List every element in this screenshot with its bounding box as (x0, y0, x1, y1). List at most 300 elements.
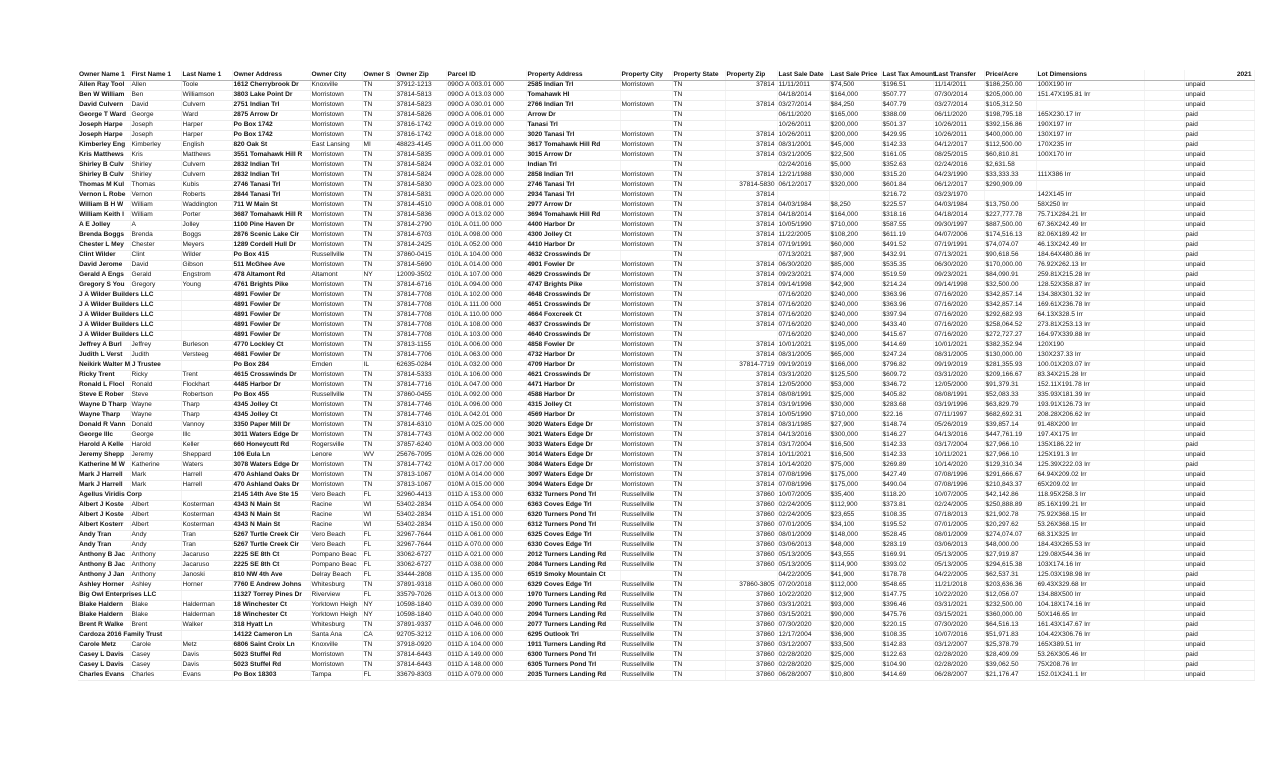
table-cell[interactable] (181, 311, 232, 321)
table-cell[interactable]: 05/13/2005 (933, 561, 984, 571)
table-cell[interactable]: Russellville (620, 601, 672, 611)
table-cell[interactable]: 2746 Tanasi Trl (232, 181, 310, 191)
table-cell[interactable]: 010L A 092.00 000 (446, 391, 526, 401)
table-cell[interactable]: Mark J Harrell (78, 471, 130, 481)
table-cell[interactable]: Neikirk Walter M J Trustee (78, 361, 130, 371)
table-cell[interactable]: $272,727.27 (984, 331, 1036, 341)
table-cell[interactable]: 04/03/1984 (777, 201, 829, 211)
table-row[interactable] (78, 261, 1254, 271)
table-cell[interactable]: William (130, 201, 181, 211)
table-cell[interactable]: 010L A 047.00 000 (446, 381, 526, 391)
table-cell[interactable]: Morristown (620, 411, 672, 421)
table-cell[interactable] (1144, 261, 1184, 271)
table-row[interactable] (78, 311, 1254, 321)
table-cell[interactable] (1144, 531, 1184, 541)
table-cell[interactable]: 104.18X174.16 Irr (1036, 601, 1144, 611)
table-cell[interactable]: 3020 Waters Edge Dr (526, 421, 620, 431)
table-cell[interactable]: 4343 N Main St (232, 501, 310, 511)
table-cell[interactable]: 37918-0920 (395, 641, 446, 651)
table-cell[interactable] (1144, 431, 1184, 441)
table-cell[interactable]: $710,000 (829, 411, 881, 421)
table-cell[interactable]: TN (672, 601, 725, 611)
table-cell[interactable]: 37814-2790 (395, 221, 446, 231)
table-cell[interactable]: 37860 (725, 501, 777, 511)
table-cell[interactable]: 37860 (725, 651, 777, 661)
table-cell[interactable]: Vernon L Robe (78, 191, 130, 201)
table-cell[interactable]: MI (362, 141, 395, 151)
table-cell[interactable]: $170,000.00 (984, 261, 1036, 271)
table-cell[interactable]: NY (362, 601, 395, 611)
table-cell[interactable]: unpaid (1184, 321, 1254, 331)
table-cell[interactable]: 010M A 003.00 000 (446, 441, 526, 451)
table-cell[interactable]: 3097 Waters Edge Dr (526, 471, 620, 481)
table-cell[interactable]: Allen Ray Tool (78, 81, 130, 91)
table-cell[interactable]: 1612 Cherrybrook Dr (232, 81, 310, 91)
table-cell[interactable]: 09/19/2019 (777, 361, 829, 371)
table-cell[interactable]: NY (362, 271, 395, 281)
table-cell[interactable]: David (130, 261, 181, 271)
table-cell[interactable] (1144, 661, 1184, 671)
table-row[interactable] (78, 281, 1254, 291)
table-cell[interactable]: $195,000 (829, 341, 881, 351)
table-cell[interactable]: 10/07/2016 (933, 631, 984, 641)
table-cell[interactable]: TN (362, 221, 395, 231)
table-cell[interactable]: $382,352.94 (984, 341, 1036, 351)
table-cell[interactable]: TN (362, 411, 395, 421)
table-cell[interactable]: 37814 (725, 391, 777, 401)
table-cell[interactable]: TN (672, 671, 725, 681)
table-cell[interactable]: $161.05 (881, 151, 933, 161)
table-cell[interactable]: $85,000 (829, 261, 881, 271)
table-cell[interactable]: unpaid (1184, 341, 1254, 351)
table-cell[interactable]: $240,000 (829, 291, 881, 301)
table-cell[interactable]: $519.59 (881, 271, 933, 281)
table-cell[interactable]: $27,966.10 (984, 441, 1036, 451)
table-cell[interactable]: unpaid (1184, 541, 1254, 551)
table-cell[interactable]: TN (672, 621, 725, 631)
table-cell[interactable]: 10/11/2021 (933, 451, 984, 461)
table-cell[interactable]: David Jerome (78, 261, 130, 271)
table-cell[interactable]: 4640 Crosswinds Dr (526, 331, 620, 341)
table-cell[interactable]: Morristown (310, 371, 362, 381)
table-cell[interactable]: Andy (130, 541, 181, 551)
column-header[interactable]: Price/Acre (984, 70, 1036, 81)
table-cell[interactable]: 75.92X368.15 Irr (1036, 511, 1144, 521)
table-cell[interactable]: $433.40 (881, 321, 933, 331)
table-row[interactable] (78, 201, 1254, 211)
table-cell[interactable]: Andy (130, 531, 181, 541)
table-cell[interactable]: unpaid (1184, 161, 1254, 171)
table-cell[interactable]: 37814 (725, 191, 777, 201)
table-cell[interactable]: 64.13X328.5 Irr (1036, 311, 1144, 321)
table-cell[interactable]: $118.20 (881, 491, 933, 501)
table-cell[interactable]: Morristown (620, 401, 672, 411)
table-cell[interactable] (181, 591, 232, 601)
table-cell[interactable]: 010L A 102.00 000 (446, 291, 526, 301)
table-cell[interactable]: Russellville (620, 611, 672, 621)
column-header[interactable]: Last Sale Date (777, 70, 829, 81)
table-cell[interactable]: 3084 Waters Edge Dr (526, 461, 620, 471)
table-cell[interactable]: paid (1184, 631, 1254, 641)
table-cell[interactable]: 33679-8303 (395, 671, 446, 681)
table-cell[interactable]: 4621 Crosswinds Dr (526, 371, 620, 381)
table-cell[interactable]: $112,500.00 (984, 141, 1036, 151)
table-cell[interactable]: Culvern (181, 101, 232, 111)
table-cell[interactable]: 3694 Tomahawk Hill Rd (526, 211, 620, 221)
table-cell[interactable]: $87,900 (829, 251, 881, 261)
table-cell[interactable]: TN (672, 631, 725, 641)
table-cell[interactable] (1144, 411, 1184, 421)
table-cell[interactable] (1036, 181, 1144, 191)
table-cell[interactable]: $13,750.00 (984, 201, 1036, 211)
table-cell[interactable] (1144, 351, 1184, 361)
table-cell[interactable]: 04/18/2014 (777, 211, 829, 221)
table-cell[interactable]: 4681 Fowler Dr (232, 351, 310, 361)
table-cell[interactable]: 07/30/2020 (777, 621, 829, 631)
table-cell[interactable]: 7760 E Andrew Johns (232, 581, 310, 591)
table-cell[interactable]: 07/16/2020 (933, 311, 984, 321)
table-cell[interactable]: TN (362, 391, 395, 401)
table-cell[interactable]: $33,500 (829, 641, 881, 651)
table-cell[interactable]: 3015 Arrow Dr (526, 151, 620, 161)
table-cell[interactable] (1144, 401, 1184, 411)
table-cell[interactable]: Tharp (181, 411, 232, 421)
table-cell[interactable]: $60,000 (829, 241, 881, 251)
table-cell[interactable]: $475.76 (881, 611, 933, 621)
table-cell[interactable]: Illc (181, 431, 232, 441)
table-cell[interactable]: 37814-5830 (395, 181, 446, 191)
table-cell[interactable]: 090O A 019.00 000 (446, 121, 526, 131)
table-cell[interactable]: TN (362, 241, 395, 251)
table-cell[interactable]: 820 Oak St (232, 141, 310, 151)
table-row[interactable] (78, 151, 1254, 161)
table-cell[interactable]: 090O A 028.00 000 (446, 171, 526, 181)
table-cell[interactable]: Vero Beach (310, 541, 362, 551)
table-cell[interactable] (1144, 471, 1184, 481)
table-cell[interactable]: $30,000 (829, 171, 881, 181)
table-cell[interactable]: 010L A 098.00 000 (446, 231, 526, 241)
table-cell[interactable]: 6320 Turners Pond Trl (526, 511, 620, 521)
table-cell[interactable]: TN (672, 661, 725, 671)
table-cell[interactable]: 318 Hyatt Ln (232, 621, 310, 631)
table-cell[interactable]: unpaid (1184, 531, 1254, 541)
table-cell[interactable]: 6325 Coves Edge Trl (526, 531, 620, 541)
table-cell[interactable]: 03/19/1996 (777, 401, 829, 411)
table-cell[interactable]: 32967-7644 (395, 541, 446, 551)
table-cell[interactable]: Russellville (620, 661, 672, 671)
table-cell[interactable]: 09/19/2019 (933, 361, 984, 371)
table-cell[interactable]: 04/03/1984 (933, 201, 984, 211)
table-cell[interactable]: J A Wilder Builders LLC (78, 301, 130, 311)
table-cell[interactable]: 2145 14th Ave Ste 15 (232, 491, 310, 501)
table-cell[interactable]: $200,000 (829, 121, 881, 131)
table-cell[interactable]: Morristown (310, 171, 362, 181)
table-cell[interactable]: $281,355.93 (984, 361, 1036, 371)
table-cell[interactable]: 3617 Tomahawk Hill Rd (526, 141, 620, 151)
table-cell[interactable]: 37814-2425 (395, 241, 446, 251)
table-cell[interactable] (984, 191, 1036, 201)
table-cell[interactable]: 04/13/2016 (933, 431, 984, 441)
table-cell[interactable]: 6329 Coves Edge Trl (526, 581, 620, 591)
table-cell[interactable]: $27,966.10 (984, 451, 1036, 461)
table-cell[interactable]: TN (672, 271, 725, 281)
table-cell[interactable]: 03/06/2013 (777, 541, 829, 551)
table-cell[interactable]: Morristown (620, 331, 672, 341)
table-cell[interactable]: Ward (181, 111, 232, 121)
table-cell[interactable]: George T Ward (78, 111, 130, 121)
table-cell[interactable]: Shirley (130, 161, 181, 171)
table-cell[interactable]: 010L A 014.00 000 (446, 261, 526, 271)
table-cell[interactable]: TN (362, 261, 395, 271)
table-cell[interactable]: TN (672, 581, 725, 591)
table-cell[interactable]: 2977 Arrow Dr (526, 201, 620, 211)
table-cell[interactable]: 37814 (725, 271, 777, 281)
table-cell[interactable]: $507.77 (881, 91, 933, 101)
table-cell[interactable] (1144, 591, 1184, 601)
table-cell[interactable]: $360,000.00 (984, 611, 1036, 621)
table-cell[interactable]: TN (672, 451, 725, 461)
table-cell[interactable]: 011D A 070.00 000 (446, 541, 526, 551)
table-cell[interactable] (1144, 91, 1184, 101)
table-cell[interactable]: 37860 (725, 601, 777, 611)
table-cell[interactable]: Brent (130, 621, 181, 631)
table-cell[interactable]: 130X237.33 Irr (1036, 351, 1144, 361)
table-cell[interactable]: Anthony (130, 551, 181, 561)
table-cell[interactable]: $20,297.62 (984, 521, 1036, 531)
table-cell[interactable]: 4891 Fowler Dr (232, 291, 310, 301)
table-cell[interactable]: Casey (130, 661, 181, 671)
table-cell[interactable]: 08/08/1991 (777, 391, 829, 401)
table-cell[interactable]: $39,062.50 (984, 661, 1036, 671)
table-cell[interactable]: $232,500.00 (984, 601, 1036, 611)
table-cell[interactable]: TN (672, 101, 725, 111)
table-cell[interactable] (1144, 211, 1184, 221)
table-cell[interactable]: Williamson (181, 91, 232, 101)
table-row[interactable] (78, 371, 1254, 381)
table-row[interactable] (78, 231, 1254, 241)
table-cell[interactable]: TN (672, 231, 725, 241)
table-cell[interactable]: 37814-5831 (395, 191, 446, 201)
table-cell[interactable]: Morristown (310, 651, 362, 661)
table-cell[interactable]: 37860 (725, 521, 777, 531)
table-cell[interactable]: $292,682.93 (984, 311, 1036, 321)
table-row[interactable] (78, 501, 1254, 511)
table-cell[interactable]: paid (1184, 131, 1254, 141)
table-cell[interactable]: $300,000 (829, 431, 881, 441)
table-cell[interactable]: 2225 SE 8th Ct (232, 551, 310, 561)
table-cell[interactable]: 4858 Fowler Dr (526, 341, 620, 351)
table-cell[interactable]: $491.52 (881, 241, 933, 251)
column-header[interactable]: Property Address (526, 70, 620, 81)
table-cell[interactable]: $240,000 (829, 311, 881, 321)
table-cell[interactable]: $414.69 (881, 671, 933, 681)
table-cell[interactable]: Morristown (620, 221, 672, 231)
table-cell[interactable]: Morristown (620, 171, 672, 181)
table-cell[interactable]: TN (672, 461, 725, 471)
table-cell[interactable] (620, 111, 672, 121)
table-cell[interactable]: 07/19/1991 (933, 241, 984, 251)
table-cell[interactable]: Morristown (310, 291, 362, 301)
table-cell[interactable]: $25,000 (829, 391, 881, 401)
column-header[interactable]: Last Sale Price (829, 70, 881, 81)
table-cell[interactable]: Morristown (620, 471, 672, 481)
table-cell[interactable]: 4629 Crosswinds Dr (526, 271, 620, 281)
table-cell[interactable]: $164,000 (829, 211, 881, 221)
table-cell[interactable]: Po Box 18303 (232, 671, 310, 681)
table-cell[interactable] (725, 111, 777, 121)
table-cell[interactable]: 12/05/2000 (933, 381, 984, 391)
table-cell[interactable]: TN (672, 131, 725, 141)
table-cell[interactable]: $74,500 (829, 81, 881, 91)
table-cell[interactable]: Blake (130, 611, 181, 621)
table-cell[interactable]: 37814-6443 (395, 651, 446, 661)
table-row[interactable] (78, 251, 1254, 261)
table-cell[interactable]: paid (1184, 571, 1254, 581)
table-cell[interactable] (1144, 181, 1184, 191)
table-row[interactable] (78, 591, 1254, 601)
table-cell[interactable]: 06/12/2017 (933, 181, 984, 191)
table-cell[interactable]: unpaid (1184, 551, 1254, 561)
table-cell[interactable]: Tharp (181, 401, 232, 411)
table-cell[interactable]: 10/22/2020 (777, 591, 829, 601)
table-cell[interactable]: 118.95X258.3 Irr (1036, 491, 1144, 501)
table-cell[interactable] (1144, 561, 1184, 571)
table-cell[interactable]: Morristown (620, 441, 672, 451)
table-cell[interactable]: Albert J Koste (78, 511, 130, 521)
table-cell[interactable]: Jeffrey (130, 341, 181, 351)
table-cell[interactable] (620, 121, 672, 131)
table-cell[interactable]: FL (362, 561, 395, 571)
table-cell[interactable]: Knoxville (310, 81, 362, 91)
table-cell[interactable]: Russellville (620, 501, 672, 511)
table-cell[interactable]: Morristown (310, 461, 362, 471)
table-cell[interactable]: Blake Haldern (78, 601, 130, 611)
table-cell[interactable] (1144, 581, 1184, 591)
table-cell[interactable]: TN (672, 191, 725, 201)
table-cell[interactable]: 03/17/2004 (933, 441, 984, 451)
table-cell[interactable]: 02/24/2016 (777, 161, 829, 171)
table-cell[interactable]: $142.83 (881, 641, 933, 651)
table-row[interactable] (78, 211, 1254, 221)
table-cell[interactable]: TN (362, 381, 395, 391)
table-cell[interactable]: $290,909.09 (984, 181, 1036, 191)
table-cell[interactable] (1144, 161, 1184, 171)
table-cell[interactable]: 18 Winchester Ct (232, 601, 310, 611)
table-cell[interactable]: $214.24 (881, 281, 933, 291)
table-row[interactable] (78, 441, 1254, 451)
table-cell[interactable]: Joseph (130, 131, 181, 141)
table-cell[interactable]: 103X174.16 Irr (1036, 561, 1144, 571)
table-cell[interactable]: 37814 (725, 481, 777, 491)
table-cell[interactable]: 07/16/2020 (777, 301, 829, 311)
table-cell[interactable]: 10/05/1990 (777, 411, 829, 421)
table-cell[interactable]: 09/14/1998 (777, 281, 829, 291)
table-cell[interactable]: 07/16/2020 (933, 321, 984, 331)
table-cell[interactable]: $91,379.31 (984, 381, 1036, 391)
table-cell[interactable]: 53402-2834 (395, 511, 446, 521)
table-cell[interactable] (1144, 461, 1184, 471)
table-cell[interactable]: Santa Ana (310, 631, 362, 641)
table-cell[interactable] (829, 191, 881, 201)
table-cell[interactable] (620, 161, 672, 171)
table-cell[interactable] (777, 191, 829, 201)
table-cell[interactable]: 37813-1067 (395, 471, 446, 481)
table-cell[interactable]: TN (672, 511, 725, 521)
table-cell[interactable] (1144, 301, 1184, 311)
table-cell[interactable]: $64,516.13 (984, 621, 1036, 631)
table-cell[interactable]: 2876 Scenic Lake Cir (232, 231, 310, 241)
table-cell[interactable]: 197.4X175 Irr (1036, 431, 1144, 441)
table-cell[interactable]: 3803 Lake Point Dr (232, 91, 310, 101)
table-cell[interactable]: Russellville (620, 561, 672, 571)
table-cell[interactable]: TN (672, 361, 725, 371)
table-cell[interactable]: 37814-7742 (395, 461, 446, 471)
table-cell[interactable]: 165X230.17 Irr (1036, 111, 1144, 121)
table-cell[interactable]: $112,000 (829, 581, 881, 591)
table-cell[interactable]: Albert (130, 521, 181, 531)
table-cell[interactable]: $415.67 (881, 331, 933, 341)
table-cell[interactable]: $682,692.31 (984, 411, 1036, 421)
table-cell[interactable]: Trent (181, 371, 232, 381)
table-cell[interactable]: Casey L Davis (78, 661, 130, 671)
table-cell[interactable]: Russellville (620, 551, 672, 561)
table-cell[interactable]: Davis (181, 661, 232, 671)
table-cell[interactable] (1144, 651, 1184, 661)
table-cell[interactable]: unpaid (1184, 611, 1254, 621)
table-cell[interactable]: Ben (130, 91, 181, 101)
table-cell[interactable]: Boggs (181, 231, 232, 241)
table-cell[interactable]: 08/08/1991 (933, 391, 984, 401)
table-cell[interactable]: 37814 (725, 381, 777, 391)
table-cell[interactable]: 37814-7706 (395, 351, 446, 361)
table-row[interactable] (78, 611, 1254, 621)
table-cell[interactable]: Gregory (130, 281, 181, 291)
table-cell[interactable]: 37912-1213 (395, 81, 446, 91)
table-cell[interactable]: TN (672, 481, 725, 491)
table-cell[interactable]: $227,777.78 (984, 211, 1036, 221)
table-cell[interactable] (1144, 391, 1184, 401)
table-cell[interactable] (1144, 541, 1184, 551)
table-cell[interactable]: 3014 Waters Edge Dr (526, 451, 620, 461)
table-cell[interactable]: TN (362, 641, 395, 651)
table-cell[interactable]: 37814 (725, 81, 777, 91)
table-cell[interactable] (1144, 191, 1184, 201)
table-cell[interactable]: 193.91X126.73 Irr (1036, 401, 1144, 411)
table-cell[interactable]: 090O A 011.00 000 (446, 141, 526, 151)
table-cell[interactable]: paid (1184, 271, 1254, 281)
table-cell[interactable]: 011D A 106.00 000 (446, 631, 526, 641)
table-cell[interactable]: TN (672, 641, 725, 651)
table-cell[interactable]: 011D A 149.00 000 (446, 651, 526, 661)
table-cell[interactable]: Ricky Trent (78, 371, 130, 381)
table-cell[interactable]: unpaid (1184, 151, 1254, 161)
table-cell[interactable]: TN (672, 441, 725, 451)
table-cell[interactable]: 010L A 042.01 000 (446, 411, 526, 421)
table-cell[interactable] (725, 571, 777, 581)
table-row[interactable] (78, 461, 1254, 471)
table-cell[interactable]: 142X145 Irr (1036, 191, 1144, 201)
table-cell[interactable]: Agellus Viridis Corp (78, 491, 130, 501)
table-cell[interactable]: Kosterman (181, 501, 232, 511)
table-cell[interactable]: 6312 Turners Pond Trl (526, 521, 620, 531)
table-cell[interactable]: 06/28/2007 (933, 671, 984, 681)
table-cell[interactable]: TN (672, 611, 725, 621)
table-cell[interactable]: Morristown (620, 181, 672, 191)
table-cell[interactable]: Morristown (620, 311, 672, 321)
table-cell[interactable]: $16,500 (829, 451, 881, 461)
table-row[interactable] (78, 291, 1254, 301)
table-cell[interactable]: 03/31/2020 (933, 371, 984, 381)
